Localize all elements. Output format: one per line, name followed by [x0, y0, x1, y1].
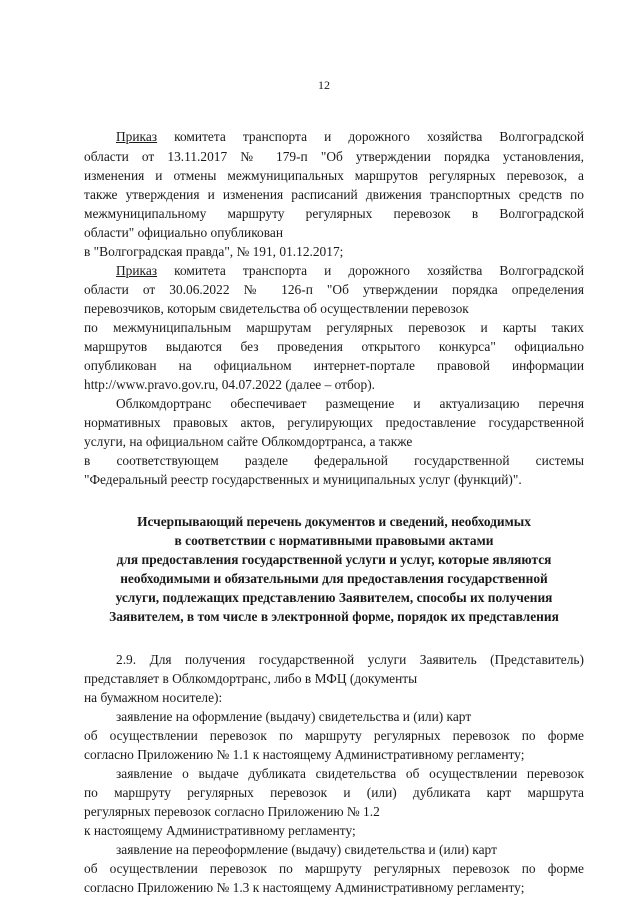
- para1-line-1-text: комитета транспорта и дорожного хозяйства Волгоградской: [174, 129, 584, 144]
- para4-line-3: на бумажном носителе):: [84, 690, 223, 705]
- para1-line-5: межмуниципальному маршруту регулярных перевозок в Волгоградской: [84, 206, 584, 221]
- section-heading-line-1: Исчерпывающий перечень документов и сведений, необходимых: [137, 514, 531, 529]
- para4-line-4: заявление на оформление (выдачу) свидетельства и (или) карт: [116, 709, 472, 724]
- order-link-2: Приказ: [116, 263, 158, 278]
- para4-line-9: регулярных перевозок согласно Приложению № 1.2: [84, 804, 380, 819]
- para3-line-5: "Федеральный реестр государственных и муниципальных услуг (функций)".: [84, 472, 522, 487]
- para2-line-4: по межмуниципальным маршрутам регулярных перевозок и карты таких: [84, 320, 584, 335]
- para4-line-2: представляет в Облкомдортранс, либо в МФЦ (документы: [84, 671, 418, 686]
- para4-line-10: к настоящему Административному регламенту;: [84, 823, 356, 838]
- section-heading-line-3: для предоставления государственной услуги и услуг, которые являются: [116, 552, 552, 567]
- para3-line-1: Облкомдортранс обеспечивает размещение и актуализацию перечня: [116, 396, 584, 411]
- section-heading-line-6: Заявителем, в том числе в электронной форме, порядок их представления: [109, 609, 559, 624]
- para2-line-5: маршрутов выдаются без проведения открытого конкурса" официально: [84, 339, 584, 354]
- para1-line-3: изменения и отмены межмуниципальных маршрутов регулярных перевозок, а: [84, 168, 584, 183]
- para4-line-12: об осуществлении перевозок по маршруту регулярных перевозок по форме: [84, 861, 584, 876]
- para4-line-13: согласно Приложению № 1.3 к настоящему Административному регламенту;: [84, 880, 525, 895]
- para1-line-2: области от 13.11.2017 № 179-п "Об утверждении порядка установления,: [84, 149, 584, 164]
- para3-line-2: нормативных правовых актов, регулирующих предоставление государственной: [84, 415, 584, 430]
- para2-line-2: области от 30.06.2022 № 126-п "Об утверждении порядка определения: [84, 282, 584, 297]
- para1-line-6: области" официально опубликован: [84, 225, 283, 240]
- para1-line-7: в "Волгоградская правда", № 191, 01.12.2017;: [84, 244, 344, 259]
- para4-line-1: 2.9. Для получения государственной услуги Заявитель (Представитель): [116, 652, 584, 667]
- para4-line-8: по маршруту регулярных перевозок и (или) дубликата карт маршрута: [84, 785, 584, 800]
- para3-line-4: в соответствующем разделе федеральной государственной системы: [84, 453, 584, 468]
- section-heading-line-5: услуги, подлежащих представлению Заявителем, способы их получения: [115, 590, 553, 605]
- para1-line-4: также утверждения и изменения расписаний движения транспортных средств по: [84, 187, 584, 202]
- para2-line-7: http://www.pravo.gov.ru, 04.07.2022 (далее – отбор).: [84, 377, 376, 392]
- para2-line-3: перевозчиков, которым свидетельства об осуществлении перевозок: [84, 301, 469, 316]
- para2-line-1-text: комитета транспорта и дорожного хозяйства Волгоградской: [174, 263, 584, 278]
- para4-line-6: согласно Приложению № 1.1 к настоящему Административному регламенту;: [84, 747, 525, 762]
- para4-line-5: об осуществлении перевозок по маршруту регулярных перевозок по форме: [84, 728, 584, 743]
- para1-line-1: [116, 128, 584, 146]
- para2-line-6: опубликован на официальном интернет-портале правовой информации: [84, 358, 584, 373]
- para2-line-1: [116, 262, 584, 280]
- order-link-1: Приказ: [116, 129, 158, 144]
- page-number: 12: [318, 78, 330, 92]
- section-heading-line-4: необходимыми и обязательными для предоставления государственной: [120, 571, 548, 586]
- section-heading-line-2: в соответствии с нормативными правовыми актами: [174, 533, 494, 548]
- para4-line-7: заявление о выдаче дубликата свидетельства об осуществлении перевозок: [116, 766, 584, 781]
- para4-line-11: заявление на переоформление (выдачу) свидетельства и (или) карт: [116, 842, 497, 857]
- para3-line-3: услуги, на официальном сайте Облкомдортранса, а также: [84, 434, 413, 449]
